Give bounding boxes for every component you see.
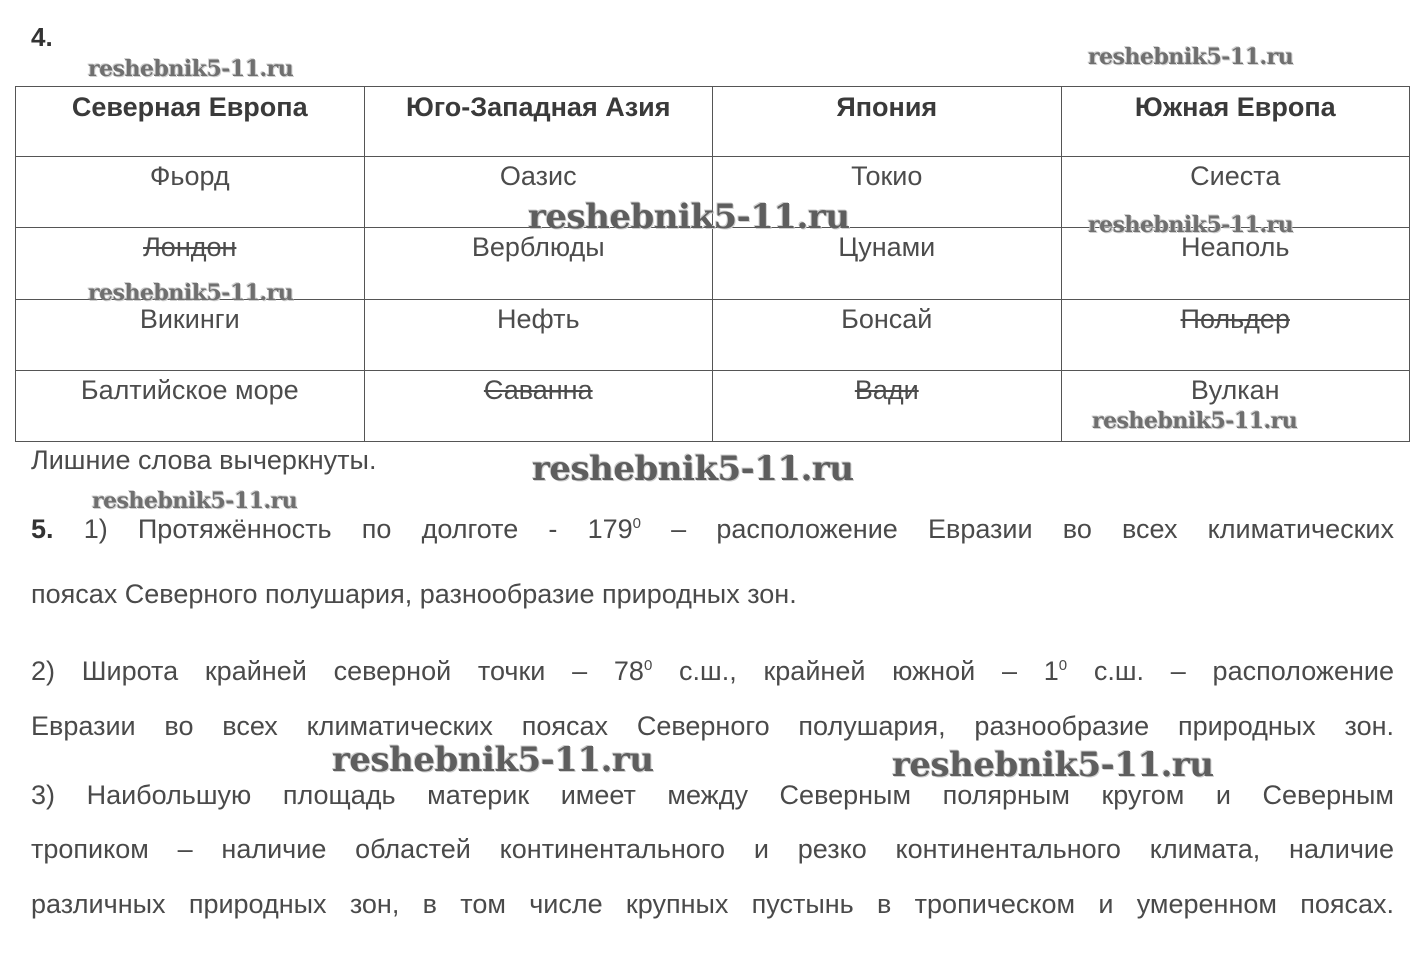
table-cell: Цунами (713, 228, 1062, 299)
p2-text-c: с.ш. – расположение (1067, 656, 1394, 686)
task-5-paragraph-3-line-2: тропиком – наличие областей континентального и резко континентального климата, наличие (31, 834, 1394, 864)
p1-text-a: 1) Протяжённость по долготе - 179 (83, 514, 633, 544)
degree-sup: 0 (643, 657, 653, 674)
task-5-paragraph-2-line-1 (31, 656, 1394, 687)
table-cell: Фьорд (16, 157, 365, 228)
p1-text-b: – расположение Евразии во всех климатических (641, 514, 1395, 544)
table-cell: Вади (713, 370, 1062, 441)
header-northern-europe: Северная Европа (16, 87, 365, 157)
table-cell: Неаполь (1061, 228, 1410, 299)
table-cell: Верблюды (364, 228, 713, 299)
watermark: reshebnik5-11.ru (528, 197, 850, 237)
table-cell: Викинги (16, 299, 365, 370)
table-cell: Токио (713, 157, 1062, 228)
table-cell: Балтийское море (16, 370, 365, 441)
table-cell: Польдер (1061, 299, 1410, 370)
table-cell: Вулкан (1061, 370, 1410, 441)
header-japan: Япония (713, 87, 1062, 157)
table-cell: Бонсай (713, 299, 1062, 370)
task-5-number: 5. (31, 514, 54, 544)
p2-text-b: с.ш., крайней южной – 1 (652, 656, 1059, 686)
task-4-number: 4. (31, 22, 53, 52)
task-4-note: Лишние слова вычеркнуты. (31, 445, 377, 475)
task-5-paragraph-1-line-2: поясах Северного полушария, разнообразие природных зон. (31, 579, 797, 609)
table-header-row (16, 87, 1410, 157)
watermark: reshebnik5-11.ru (332, 740, 654, 780)
task-5-paragraph-3-line-3: различных природных зон, в том числе крупных пустынь в тропическом и умеренном поясах. (31, 889, 1394, 919)
watermark: reshebnik5-11.ru (892, 745, 1214, 785)
degree-sup: 0 (1058, 657, 1068, 674)
p2-text-a: 2) Широта крайней северной точки – 78 (31, 656, 644, 686)
degree-sup: 0 (632, 515, 641, 532)
header-southern-europe: Южная Европа (1061, 87, 1410, 157)
watermark: reshebnik5-11.ru (92, 488, 298, 514)
regions-table (15, 86, 1410, 442)
table-cell: Лондон (16, 228, 365, 299)
watermark: reshebnik5-11.ru (88, 280, 294, 306)
watermark: reshebnik5-11.ru (532, 449, 854, 489)
table-cell: Оазис (364, 157, 713, 228)
watermark: reshebnik5-11.ru (1088, 212, 1294, 238)
table-cell: Саванна (364, 370, 713, 441)
task-5-paragraph-1-line-1 (31, 514, 1394, 545)
header-southwest-asia: Юго-Западная Азия (364, 87, 713, 157)
task-5-paragraph-2-line-2: Евразии во всех климатических поясах Северного полушария, разнообразие природных зон. (31, 711, 1394, 741)
watermark: reshebnik5-11.ru (1088, 44, 1294, 70)
task-5-paragraph-3-line-1: 3) Наибольшую площадь материк имеет между Северным полярным кругом и Северным (31, 780, 1394, 810)
watermark: reshebnik5-11.ru (1092, 408, 1298, 434)
table-cell: Сиеста (1061, 157, 1410, 228)
watermark: reshebnik5-11.ru (88, 56, 294, 82)
table-cell: Нефть (364, 299, 713, 370)
table-row (16, 299, 1410, 370)
